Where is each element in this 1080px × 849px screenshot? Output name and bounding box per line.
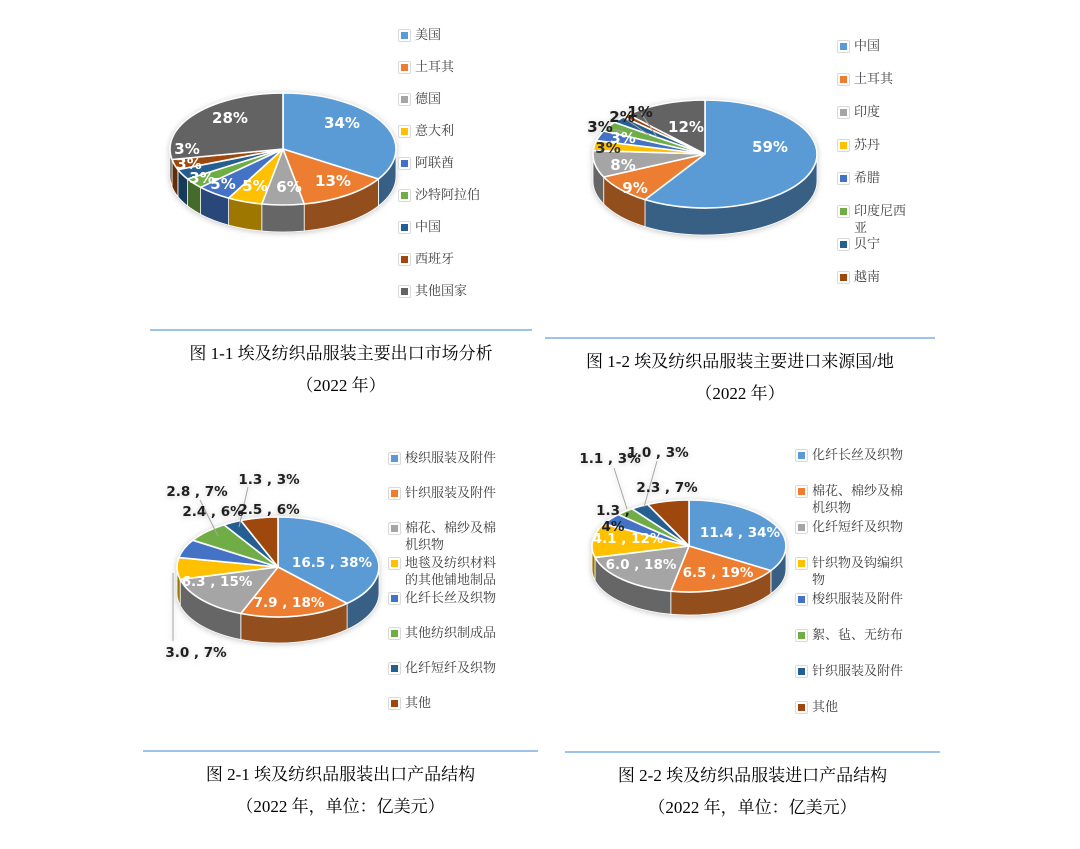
pie-slice-side <box>262 204 304 232</box>
legend-label: 梭织服装及附件 <box>405 451 497 466</box>
legend-color-swatch <box>401 192 408 199</box>
legend-color-swatch <box>798 596 805 603</box>
legend-marker <box>388 522 401 535</box>
legend-item <box>398 283 493 300</box>
legend-item <box>795 663 912 680</box>
legend-label: 其他纺织制成品 <box>405 626 497 641</box>
legend-item <box>388 485 505 502</box>
legend-color-swatch <box>840 274 847 281</box>
data-label: 6.0 , 18% <box>605 557 677 573</box>
legend-marker <box>388 627 401 640</box>
legend-marker <box>388 452 401 465</box>
data-label: 1% <box>627 103 653 121</box>
legend-item <box>398 123 493 140</box>
caption-rule <box>545 337 935 339</box>
legend-color-swatch <box>840 43 847 50</box>
legend-marker <box>837 238 850 251</box>
legend-color-swatch <box>401 224 408 231</box>
legend-item <box>388 625 505 642</box>
data-label: 6.3 , 15% <box>181 574 253 590</box>
legend-marker <box>795 665 808 678</box>
data-label: 28% <box>212 109 248 127</box>
legend-color-swatch <box>391 455 398 462</box>
legend-color-swatch <box>391 630 398 637</box>
legend-item <box>398 155 493 172</box>
legend-marker <box>837 271 850 284</box>
legend-label: 中国 <box>854 39 881 54</box>
data-label: 7.9 , 18% <box>253 595 325 611</box>
legend-label: 土耳其 <box>415 60 455 75</box>
caption-line-2: （2022 年，单位：亿美元） <box>236 797 445 816</box>
legend-item <box>795 591 912 608</box>
legend-color-swatch <box>391 560 398 567</box>
data-label: 6.5 , 19% <box>682 565 754 581</box>
legend-item <box>795 519 912 536</box>
legend-color-swatch <box>798 632 805 639</box>
legend-marker <box>795 449 808 462</box>
caption-line-2: （2022 年） <box>296 376 386 395</box>
legend-item <box>795 447 912 464</box>
legend-color-swatch <box>798 668 805 675</box>
legend-color-swatch <box>401 32 408 39</box>
pie-chart-svg <box>140 430 392 672</box>
legend-marker <box>388 697 401 710</box>
legend-label: 德国 <box>415 92 442 107</box>
pie-chart-svg <box>130 15 410 267</box>
pie-chart-svg <box>545 15 835 267</box>
legend-label: 化纤长丝及织物 <box>405 591 497 606</box>
legend-marker <box>837 205 850 218</box>
data-label: 2.8 , 7% <box>166 484 228 500</box>
legend-item <box>837 203 917 237</box>
legend-color-swatch <box>401 160 408 167</box>
legend-item <box>837 104 917 121</box>
legend-color-swatch <box>840 175 847 182</box>
figure-caption <box>565 751 940 824</box>
legend-label: 西班牙 <box>415 252 455 267</box>
legend-item <box>388 450 505 467</box>
legend-color-swatch <box>401 128 408 135</box>
legend-marker <box>795 701 808 714</box>
legend-marker <box>398 285 411 298</box>
legend-color-swatch <box>391 700 398 707</box>
legend-marker <box>398 29 411 42</box>
legend-color-swatch <box>401 256 408 263</box>
legend-item <box>398 27 493 44</box>
legend-item <box>388 695 505 712</box>
data-label: 8% <box>610 156 636 174</box>
figure-caption <box>545 337 935 410</box>
legend-marker <box>837 40 850 53</box>
data-label: 1.3 , 4% <box>596 503 630 535</box>
caption-line-2: （2022 年，单位：亿美元） <box>648 798 857 817</box>
legend-color-swatch <box>798 704 805 711</box>
legend-color-swatch <box>840 109 847 116</box>
data-label: 4.1 , 12% <box>592 531 664 547</box>
legend-label: 针织服装及附件 <box>405 486 497 501</box>
data-label: 2.5 , 6% <box>238 502 300 518</box>
legend-item <box>837 137 917 154</box>
data-label: 9% <box>622 179 648 197</box>
data-label: 5% <box>242 177 268 195</box>
data-label: 16.5 , 38% <box>291 555 373 571</box>
legend-marker <box>795 557 808 570</box>
legend-color-swatch <box>798 524 805 531</box>
legend-marker <box>388 557 401 570</box>
legend-label: 地毯及纺织材料的其他铺地制品 <box>405 556 497 588</box>
legend-item <box>795 483 912 517</box>
figure-1-2 <box>545 15 940 410</box>
legend-item <box>398 187 493 204</box>
legend-marker <box>795 521 808 534</box>
data-label: 1.1 , 3% <box>579 451 641 467</box>
legend-label: 其他 <box>812 700 839 715</box>
data-label: 59% <box>752 138 788 156</box>
legend-label: 意大利 <box>415 124 455 139</box>
legend-item <box>837 38 917 55</box>
legend-marker <box>398 93 411 106</box>
legend-color-swatch <box>391 595 398 602</box>
legend-item <box>837 269 917 286</box>
legend-label: 阿联酋 <box>415 156 455 171</box>
legend-item <box>388 555 505 589</box>
legend-label: 棉花、棉纱及棉机织物 <box>812 484 904 516</box>
legend-label: 化纤短纤及织物 <box>812 520 904 535</box>
caption-rule <box>565 751 940 753</box>
legend-marker <box>398 61 411 74</box>
legend-item <box>837 236 917 253</box>
legend-label: 印度 <box>854 105 881 120</box>
data-label: 2.4 , 6% <box>182 504 244 520</box>
figure-caption <box>143 750 538 823</box>
legend-label: 沙特阿拉伯 <box>415 188 481 203</box>
legend-color-swatch <box>391 525 398 532</box>
legend-color-swatch <box>798 488 805 495</box>
figure-caption <box>150 329 532 402</box>
data-label: 3% <box>189 169 215 187</box>
legend-marker <box>388 487 401 500</box>
data-label: 1.3 , 3% <box>238 472 300 488</box>
legend-label: 针织服装及附件 <box>812 664 904 679</box>
legend-label: 化纤长丝及织物 <box>812 448 904 463</box>
caption-line-1: 图 1-2 埃及纺织品服装主要进口来源国/地 <box>586 352 894 371</box>
legend-label: 絮、毡、无纺布 <box>812 628 904 643</box>
legend-color-swatch <box>840 142 847 149</box>
legend-label: 美国 <box>415 28 442 43</box>
legend-label: 土耳其 <box>854 72 894 87</box>
legend-color-swatch <box>401 96 408 103</box>
legend-label: 化纤短纤及织物 <box>405 661 497 676</box>
legend-color-swatch <box>401 64 408 71</box>
legend-item <box>398 91 493 108</box>
caption-line-2: （2022 年） <box>695 384 785 403</box>
legend-color-swatch <box>391 490 398 497</box>
figure-1-1 <box>130 15 532 410</box>
caption-line-1: 图 2-1 埃及纺织品服装出口产品结构 <box>205 765 476 784</box>
legend-marker <box>388 662 401 675</box>
legend-marker <box>837 172 850 185</box>
legend-marker <box>795 593 808 606</box>
legend-marker <box>398 157 411 170</box>
legend-marker <box>795 629 808 642</box>
legend-marker <box>837 73 850 86</box>
legend-color-swatch <box>798 560 805 567</box>
legend-color-swatch <box>840 208 847 215</box>
legend-label: 梭织服装及附件 <box>812 592 904 607</box>
legend-item <box>398 59 493 76</box>
legend-marker <box>388 592 401 605</box>
legend-item <box>795 627 912 644</box>
legend-item <box>388 520 505 554</box>
legend-marker <box>795 485 808 498</box>
caption-line-1: 图 2-2 埃及纺织品服装进口产品结构 <box>617 766 888 785</box>
legend-marker <box>837 106 850 119</box>
legend-item <box>388 660 505 677</box>
legend-item <box>398 219 493 236</box>
legend-item <box>795 555 912 589</box>
figure-2-1 <box>140 430 538 830</box>
data-label: 3% <box>610 129 636 147</box>
legend-label: 苏丹 <box>854 138 881 153</box>
pie-chart-svg <box>560 430 800 672</box>
figure-2-2 <box>560 430 940 830</box>
data-label: 2.3 , 7% <box>636 480 698 496</box>
legend-color-swatch <box>840 241 847 248</box>
caption-rule <box>143 750 538 752</box>
legend-color-swatch <box>401 288 408 295</box>
legend-label: 其他 <box>405 696 432 711</box>
legend-marker <box>398 125 411 138</box>
legend-item <box>795 699 912 716</box>
legend-color-swatch <box>798 452 805 459</box>
data-label: 34% <box>324 114 360 132</box>
caption-rule <box>150 329 532 331</box>
caption-line-1: 图 1-1 埃及纺织品服装主要出口市场分析 <box>189 344 493 363</box>
legend-color-swatch <box>840 76 847 83</box>
legend-marker <box>398 221 411 234</box>
legend-item <box>388 590 505 607</box>
data-label: 3% <box>174 140 200 158</box>
legend-item <box>398 251 493 268</box>
data-label: 3% <box>176 155 202 173</box>
legend-label: 贝宁 <box>854 237 881 252</box>
data-label: 12% <box>668 118 704 136</box>
legend-marker <box>398 189 411 202</box>
legend-marker <box>837 139 850 152</box>
legend-label: 印度尼西亚 <box>854 204 907 236</box>
data-label: 1.0 , 3% <box>627 445 689 461</box>
data-label: 13% <box>315 172 351 190</box>
data-label: 3.0 , 7% <box>165 645 227 661</box>
data-label: 11.4 , 34% <box>699 525 781 541</box>
legend-marker <box>398 253 411 266</box>
legend-item <box>837 71 917 88</box>
legend-label: 希腊 <box>854 171 881 186</box>
legend-item <box>837 170 917 187</box>
data-label: 6% <box>276 178 302 196</box>
legend-color-swatch <box>391 665 398 672</box>
legend-label: 棉花、棉纱及棉机织物 <box>405 521 497 553</box>
legend-label: 中国 <box>415 220 442 235</box>
data-label: 2% <box>609 108 635 126</box>
data-label: 3% <box>595 139 621 157</box>
legend-label: 越南 <box>854 270 881 285</box>
legend-label: 针织物及钩编织物 <box>812 556 904 588</box>
data-label: 5% <box>210 175 236 193</box>
data-label: 3% <box>587 118 613 136</box>
legend-label: 其他国家 <box>415 284 468 299</box>
